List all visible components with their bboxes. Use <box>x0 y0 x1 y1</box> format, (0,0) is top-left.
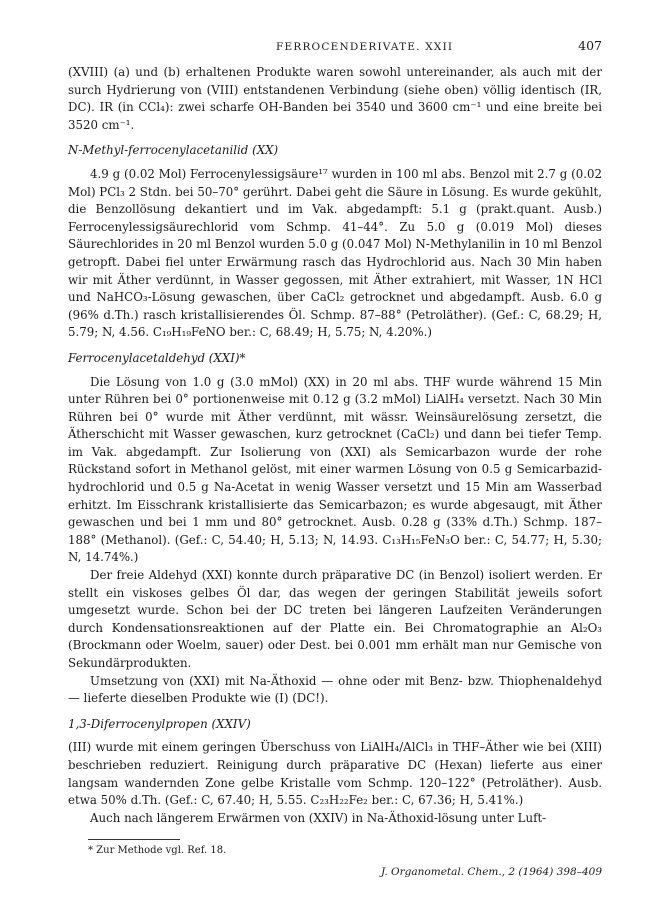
section-heading-xxi: Ferrocenylacetaldehyd (XXI)* <box>68 350 246 365</box>
running-title: FERROCENDERIVATE. XXII <box>276 41 454 53</box>
paragraph-xxiv-procedure: (III) wurde mit einem geringen Überschuss von LiAlH₄/AlCl₃ in THF–Äther wie bei (XIII) beschrieben reduziert. Reinigung durch präparative DC (Hexan) lieferte aus einer langsam wandernden Zone gelbe Kristalle vom Schmp. 120–122° (Petroläther). Ausb. etwa 50% d.Th. (Gef.: C, 67.40; H, 5.55. C₂₃H₂₂Fe₂ ber.: C, 67.36; H, 5.41%.) <box>68 740 602 808</box>
footnote-rule <box>88 839 180 840</box>
journal-page <box>68 38 602 878</box>
intro-paragraph: (XVIII) (a) und (b) erhaltenen Produkte waren sowohl untereinander, als auch mit der surch Hydrierung von (VIII) entstandenen Verbindung (siehe oben) völlig identisch (IR, DC). IR (in CCl₄): zwei scharfe OH-Banden bei 3540 und 3600 cm⁻¹ und eine breite bei 3520 cm⁻¹. <box>68 65 602 132</box>
page-header <box>68 38 602 54</box>
paragraph-xxi-reaction: Umsetzung von (XXI) mit Na-Äthoxid — ohne oder mit Benz- bzw. Thiophenaldehyd — lieferte dieselben Produkte wie (I) (DC!). <box>68 673 602 706</box>
section-heading-xxiv: 1,3-Diferrocenylpropen (XXIV) <box>68 716 251 731</box>
section-heading-xx: N-Methyl-ferrocenylacetanilid (XX) <box>68 143 279 158</box>
journal-citation: J. Organometal. Chem., 2 (1964) 398–409 <box>380 866 602 879</box>
paragraph-xxiv-continuation: Auch nach längerem Erwärmen von (XXIV) in Na-Äthoxid-lösung unter Luft- <box>90 810 547 825</box>
page-number: 407 <box>578 38 602 53</box>
paragraph-xx-procedure: 4.9 g (0.02 Mol) Ferrocenylessigsäure¹⁷ wurden in 100 ml abs. Benzol mit 2.7 g (0.02 Mol) PCl₃ 2 Stdn. bei 50–70° gerührt. Dabei geht die Säure in Lösung. Es wurde gekühlt, die Benzollösung dekantiert und im Vak. abgedampft: 5.1 g (prakt.quant. Ausb.) Ferrocenylessigsäurechlorid vom Schmp. 41–44°. Zu 5.0 g (0.019 Mol) dieses Säurechlorides in 20 ml Benzol wurden 5.0 g (0.047 Mol) N-Methylanilin in 10 ml Benzol getropft. Dabei fiel unter Erwärmung rasch das Hydrochlorid aus. Nach 30 Min haben wir mit Äther verdünnt, in Wasser gegossen, mit Äther extrahiert, mit Wasser, 1N HCl und NaHCO₃-Lösung gewaschen, über CaCl₂ getrocknet und abgedampft. Ausb. 6.0 g (96% d.Th.) rasch kristallisierendes Öl. Schmp. 87–88° (Petroläther). (Gef.: C, 68.29; H, 5.79; N, 4.56. C₁₉H₁₉FeNO ber.: C, 68.49; H, 5.75; N, 4.20%.) <box>68 166 602 340</box>
footnote: * Zur Methode vgl. Ref. 18. <box>88 845 227 857</box>
paragraph-xxi-free-aldehyde: Der freie Aldehyd (XXI) konnte durch präparative DC (in Benzol) isoliert werden. Er stellt ein viskoses gelbes Öl dar, das wegen der geringen Stabilität jeweils sofort umgesetzt wurde. Schon bei der DC treten bei längeren Laufzeiten Veränderungen durch Kondensationsreaktionen auf der Platte ein. Bei Chromatographie an Al₂O₃ (Brockmann oder Woelm, sauer) oder Dest. bei 0.001 mm erhält man nur Gemische von Sekundärprodukten. <box>68 568 602 670</box>
paragraph-xxi-procedure: Die Lösung von 1.0 g (3.0 mMol) (XX) in 20 ml abs. THF wurde während 15 Min unter Rühren bei 0° portionenweise mit 0.12 g (3.2 mMol) LiAlH₄ versetzt. Nach 30 Min Rühren bei 0° wurde mit Äther verdünnt, mit wässr. Weinsäurelösung zersetzt, die Ätherschicht mit Wasser gewaschen, kurz getrocknet (CaCl₂) und dann bei tiefer Temp. im Vak. abgedampft. Zur Isolierung von (XXI) als Semicarbazon wurde der rohe Rückstand sofort in Methanol gelöst, mit einer warmen Lösung von 0.5 g Semicarbazid-hydrochlorid und 0.5 g Na-Acetat in wenig Wasser versetzt und 15 Min am Wasserbad erhitzt. Im Eisschrank kristallisierte das Semicarbazon; es wurde abgesaugt, mit Äther gewaschen und bei 1 mm und 80° getrocknet. Ausb. 0.28 g (33% d.Th.) Schmp. 187–188° (Methanol). (Gef.: C, 54.40; H, 5.13; N, 14.93. C₁₃H₁₅FeN₃O ber.: C, 54.77; H, 5.30; N, 14.74%.) <box>68 374 602 565</box>
